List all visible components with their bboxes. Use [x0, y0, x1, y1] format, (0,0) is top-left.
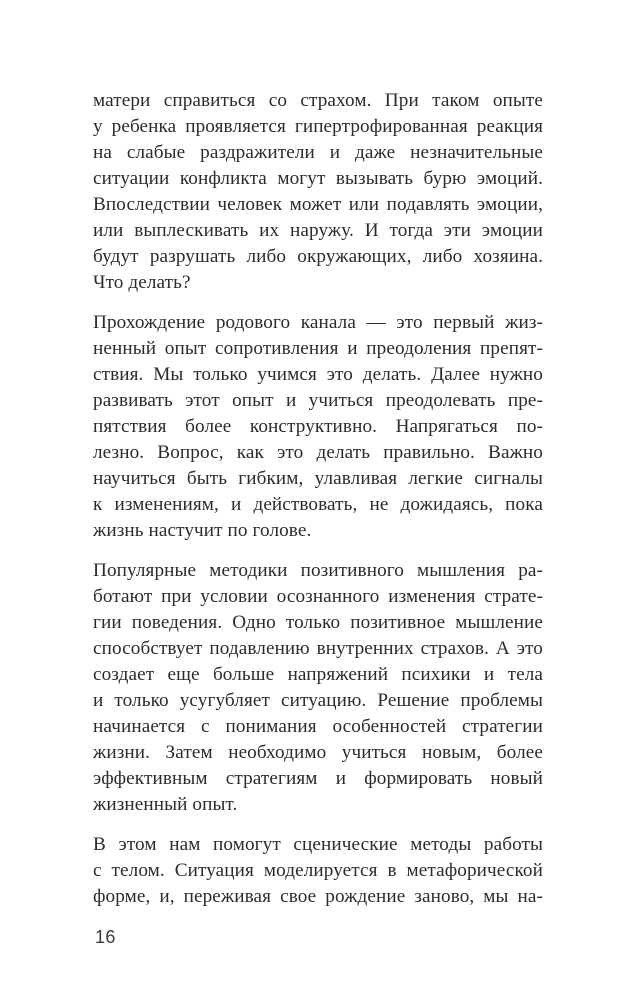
- text-line: у ребенка проявляется гипертрофированная реакция: [93, 116, 543, 137]
- text-line: В этом нам помогут сценические методы работы: [93, 834, 543, 855]
- page-number: 16: [95, 927, 116, 947]
- text-line: на слабые раздражители и даже незначительные: [93, 142, 543, 163]
- text-line: ненный опыт сопротивления и преодоления препят-: [93, 338, 543, 359]
- text-line: жизнь настучит по голове.: [93, 520, 312, 541]
- text-line: начинается с понимания особенностей стратегии: [93, 716, 543, 737]
- text-line: способствует подавлению внутренних страхов. А это: [93, 638, 543, 659]
- paragraph-2: [93, 310, 543, 544]
- text-line: Популярные методики позитивного мышления ра-: [93, 560, 543, 581]
- text-line: ботают при условии осознанного изменения страте-: [93, 586, 543, 607]
- paragraph-3: [93, 558, 543, 818]
- text-line: форме, и, переживая свое рождение заново, мы на-: [93, 886, 543, 907]
- text-line: или выплескивать их наружу. И тогда эти эмоции: [93, 220, 543, 241]
- text-line: ствия. Мы только учимся это делать. Далее нужно: [93, 364, 543, 385]
- text-line: жизни. Затем необходимо учиться новым, более: [93, 742, 543, 763]
- text-line: жизненный опыт.: [93, 794, 238, 815]
- text-line: эффективным стратегиям и формировать новый: [93, 768, 543, 789]
- paragraph-4: [93, 832, 543, 910]
- text-line: Прохождение родового канала — это первый жиз-: [93, 312, 543, 333]
- text-line: пятствия более конструктивно. Напрягаться по-: [93, 416, 543, 437]
- text-line: к изменениям, и действовать, не дожидаясь, пока: [93, 494, 543, 515]
- text-line: Впоследствии человек может или подавлять эмоции,: [93, 194, 543, 215]
- text-line: научиться быть гибким, улавливая легкие сигналы: [93, 468, 543, 489]
- text-line: будут разрушать либо окружающих, либо хозяина.: [93, 246, 543, 267]
- text-line: развивать этот опыт и учиться преодолевать пре-: [93, 390, 543, 411]
- body-text-column: [93, 88, 543, 910]
- text-line: ситуации конфликта могут вызывать бурю эмоций.: [93, 168, 543, 189]
- text-line: и только усугубляет ситуацию. Решение проблемы: [93, 690, 543, 711]
- text-line: с телом. Ситуация моделируется в метафорической: [93, 860, 543, 881]
- text-line: гии поведения. Одно только позитивное мышление: [93, 612, 543, 633]
- text-line: Что делать?: [93, 272, 191, 293]
- text-line: создает еще больше напряжений психики и тела: [93, 664, 543, 685]
- text-line: матери справиться со страхом. При таком опыте: [93, 90, 543, 111]
- text-line: лезно. Вопрос, как это делать правильно. Важно: [93, 442, 543, 463]
- paragraph-1: [93, 88, 543, 296]
